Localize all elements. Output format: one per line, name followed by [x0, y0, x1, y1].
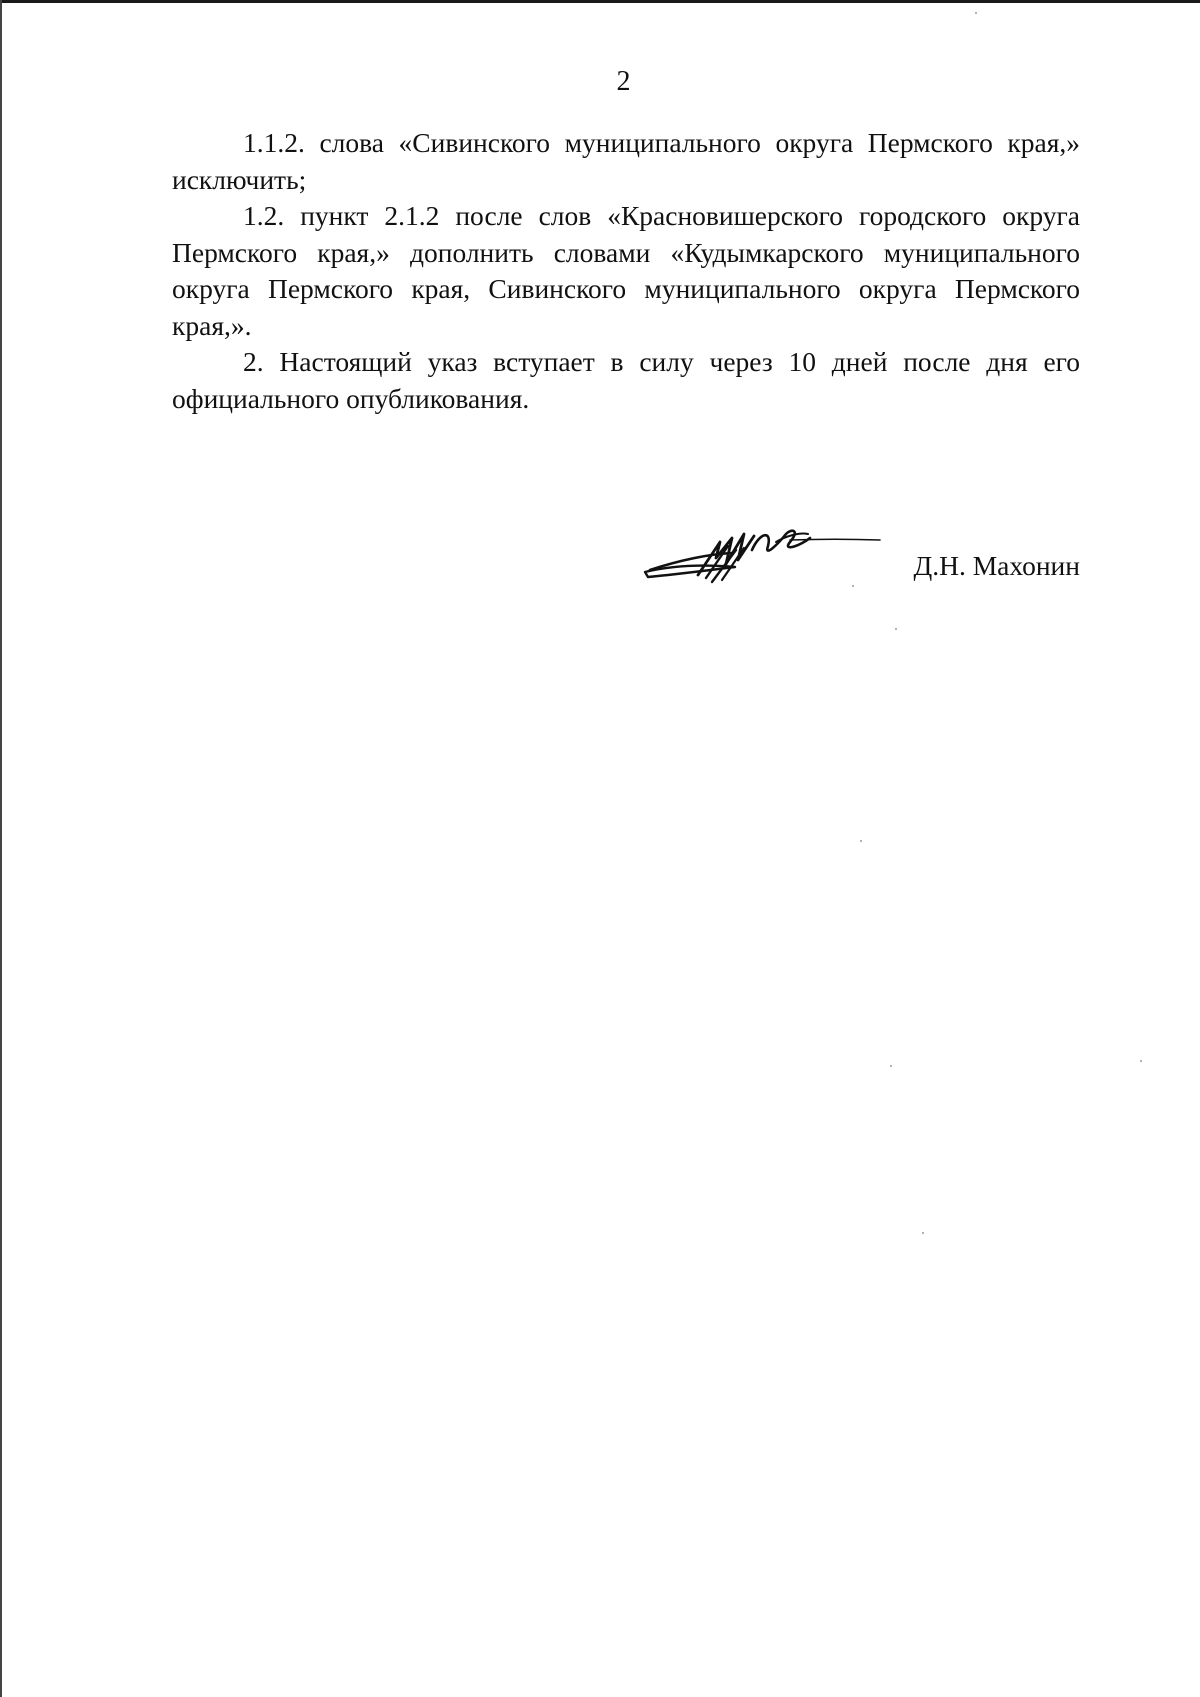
handwritten-signature: [640, 520, 890, 590]
document-body: [172, 125, 1080, 417]
scan-edge-top: [0, 0, 1200, 3]
signature-block: [640, 520, 1080, 590]
paragraph-1-1-2: 1.1.2. слова «Сивинского муниципального округа Пермского края,» исключить;: [172, 127, 1080, 195]
signer-name: Д.Н. Махонин: [913, 550, 1080, 581]
paragraph-1-2: 1.2. пункт 2.1.2 после слов «Красновишерского городского округа Пермского края,» дополнить словами «Кудымкарского муниципального округа Пермского края, Сивинского муниципального округа Пермского края,».: [172, 200, 1080, 341]
paragraph-2: 2. Настоящий указ вступает в силу через 10 дней после дня его официального опубликования.: [172, 346, 1080, 414]
page-number: 2: [616, 66, 631, 97]
scan-edge-left: [0, 0, 2, 1697]
